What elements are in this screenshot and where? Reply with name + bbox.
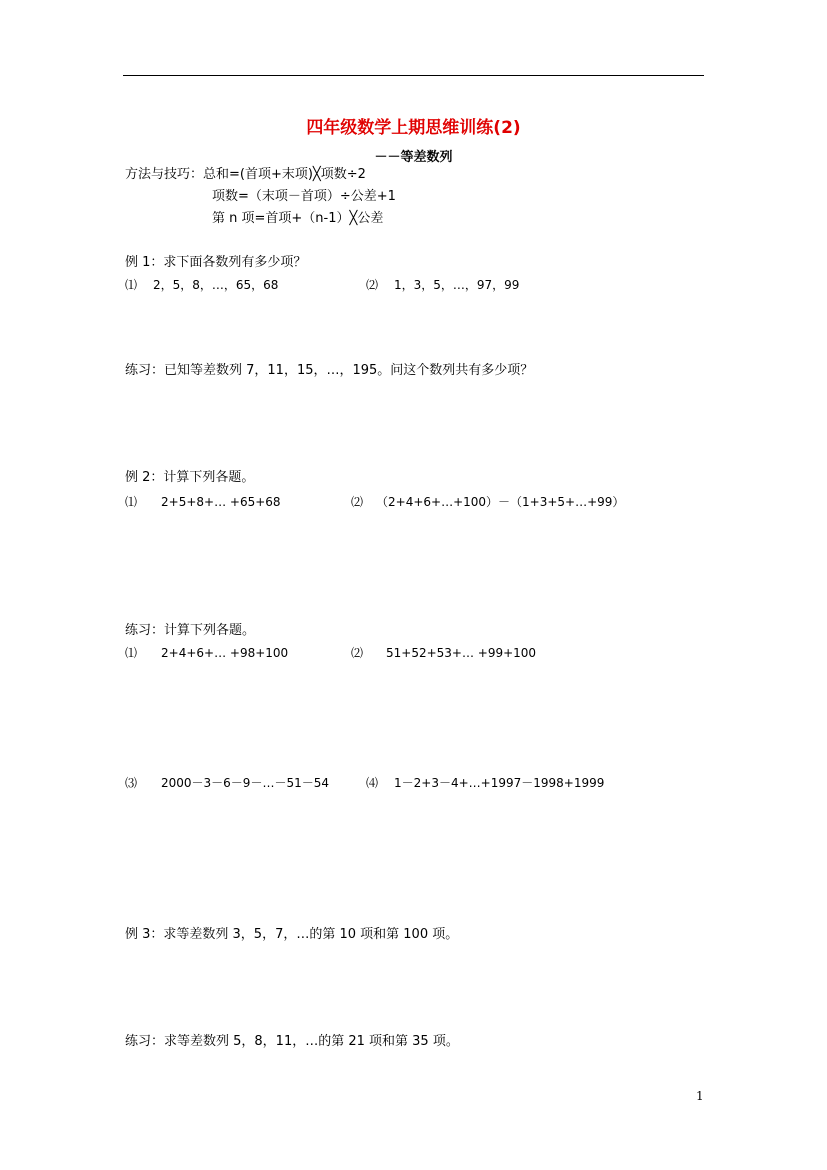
example-1-q2-number: ⑵ — [366, 278, 379, 292]
example-1-q2-text: 1，3，5，…，97，99 — [394, 278, 520, 292]
practice-3-text: 练习：求等差数列 5，8，11，…的第 21 项和第 35 项。 — [125, 1034, 459, 1049]
example-2-q1-text: 2+5+8+… +65+68 — [161, 495, 281, 509]
example-3-text: 例 3：求等差数列 3，5，7，…的第 10 项和第 100 项。 — [125, 927, 459, 942]
example-1-heading: 例 1：求下面各数列有多少项？ — [125, 255, 307, 270]
method-line-2: 项数=（末项－首项）÷公差+1 — [212, 189, 396, 204]
practice-2-q3-text: 2000－3－6－9－…－51－54 — [161, 776, 329, 790]
practice-2-q1-number: ⑴ — [125, 646, 138, 660]
practice-2-q2-number: ⑵ — [351, 646, 364, 660]
page-title: 四年级数学上期思维训练(2) — [306, 118, 521, 138]
example-1-q1-number: ⑴ — [125, 278, 138, 292]
example-2-q2-number: ⑵ — [351, 495, 364, 509]
practice-2-q1-text: 2+4+6+… +98+100 — [161, 646, 289, 660]
practice-2-q4-number: ⑷ — [366, 776, 379, 790]
practice-2-q4-text: 1－2+3－4+…+1997－1998+1999 — [394, 776, 605, 790]
page-number: 1 — [696, 1089, 704, 1103]
example-2-heading: 例 2：计算下列各题。 — [125, 470, 255, 485]
practice-2-q3-number: ⑶ — [125, 776, 138, 790]
practice-2-q2-text: 51+52+53+… +99+100 — [386, 646, 537, 660]
header-rule — [123, 75, 704, 76]
method-line-3: 第 n 项=首项+（n-1）╳公差 — [212, 211, 384, 226]
method-line-1: 方法与技巧：总和=(首项+末项)╳项数÷2 — [125, 167, 366, 182]
example-2-q1-number: ⑴ — [125, 495, 138, 509]
example-1-q1-text: 2，5，8，…，65，68 — [153, 278, 279, 292]
page-subtitle: －－等差数列 — [374, 150, 453, 165]
practice-2-heading: 练习：计算下列各题。 — [125, 623, 256, 638]
practice-1-text: 练习：已知等差数列 7，11，15，…，195。问这个数列共有多少项？ — [125, 363, 534, 378]
example-2-q2-text: （2+4+6+…+100）－（1+3+5+…+99） — [376, 495, 625, 509]
